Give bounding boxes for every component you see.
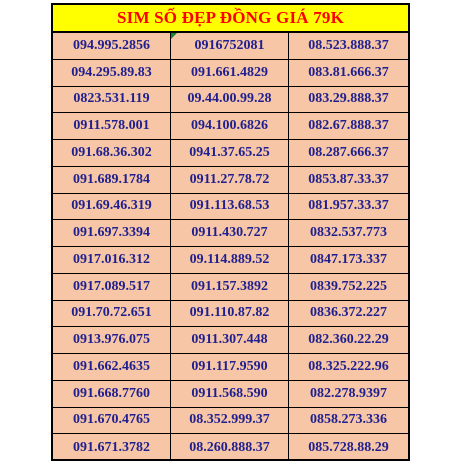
sim-number-cell: 091.671.3782 [53, 434, 171, 461]
sim-number-cell: 082.67.888.37 [289, 113, 408, 140]
sim-number-cell: 0836.372.227 [289, 301, 408, 328]
sim-number-cell: 091.697.3394 [53, 220, 171, 247]
sim-number-cell: 091.117.9590 [171, 354, 289, 381]
sim-number-cell: 0858.273.336 [289, 408, 408, 435]
sim-number-cell: 0941.37.65.25 [171, 140, 289, 167]
sim-number-cell: 091.668.7760 [53, 381, 171, 408]
sim-number-text: 0916752081 [194, 37, 265, 53]
sim-number-cell: 094.295.89.83 [53, 60, 171, 87]
sim-number-cell: 091.68.36.302 [53, 140, 171, 167]
sim-number-cell: 0911.430.727 [171, 220, 289, 247]
sim-number-cell: 091.157.3892 [171, 274, 289, 301]
sim-number-cell [171, 33, 289, 60]
sim-number-cell: 085.728.88.29 [308, 439, 389, 455]
sim-number-cell: 0911.27.78.72 [171, 167, 289, 194]
sim-number-cell: 082.360.22.29 [289, 327, 408, 354]
sim-number-cell: 094.995.2856 [53, 33, 171, 60]
sim-number-cell: 0913.976.075 [53, 327, 171, 354]
sim-number-cell: 081.957.33.37 [289, 194, 408, 221]
sim-number-cell: 0911.568.590 [171, 381, 289, 408]
sim-number-cell: 0847.173.337 [289, 247, 408, 274]
sim-price-sheet [51, 3, 410, 461]
sim-number-cell: 094.100.6826 [171, 113, 289, 140]
sim-number-cell: 091.689.1784 [53, 167, 171, 194]
sim-number-cell: 091.661.4829 [171, 60, 289, 87]
sim-number-cell: 091.110.87.82 [171, 301, 289, 328]
sim-number-cell: 091.662.4635 [53, 354, 171, 381]
sim-number-cell: 08.287.666.37 [289, 140, 408, 167]
sim-number-grid [53, 33, 408, 461]
sheet-title: SIM SỐ ĐẸP ĐỒNG GIÁ 79K [53, 5, 408, 33]
sim-number-cell: 08.352.999.37 [171, 408, 289, 435]
sim-number-cell: 091.670.4765 [53, 408, 171, 435]
sim-number-cell: 08.523.888.37 [289, 33, 408, 60]
sim-number-cell: 0853.87.33.37 [289, 167, 408, 194]
sim-number-cell: 091.113.68.53 [171, 194, 289, 221]
sim-number-cell: 0823.531.119 [53, 87, 171, 114]
sim-number-cell: 09.114.889.52 [171, 247, 289, 274]
sim-number-cell: 082.278.9397 [289, 381, 408, 408]
sim-number-cell: 08.260.888.37 [171, 434, 289, 461]
sim-number-cell: 09.44.00.99.28 [171, 87, 289, 114]
sim-number-cell: 083.81.666.37 [289, 60, 408, 87]
sim-number-cell: 0839.752.225 [289, 274, 408, 301]
sim-number-cell: 083.29.888.37 [289, 87, 408, 114]
sim-number-cell: 091.70.72.651 [53, 301, 171, 328]
sim-number-cell: 0911.578.001 [53, 113, 171, 140]
sim-number-cell: 0917.016.312 [53, 247, 171, 274]
sim-number-cell: 0917.089.517 [53, 274, 171, 301]
sim-number-cell: 08.325.222.96 [289, 354, 408, 381]
sim-number-cell: 0911.307.448 [171, 327, 289, 354]
sim-number-cell: 0832.537.773 [289, 220, 408, 247]
cell-note-marker-icon [171, 33, 177, 39]
sim-number-cell: 091.69.46.319 [53, 194, 171, 221]
